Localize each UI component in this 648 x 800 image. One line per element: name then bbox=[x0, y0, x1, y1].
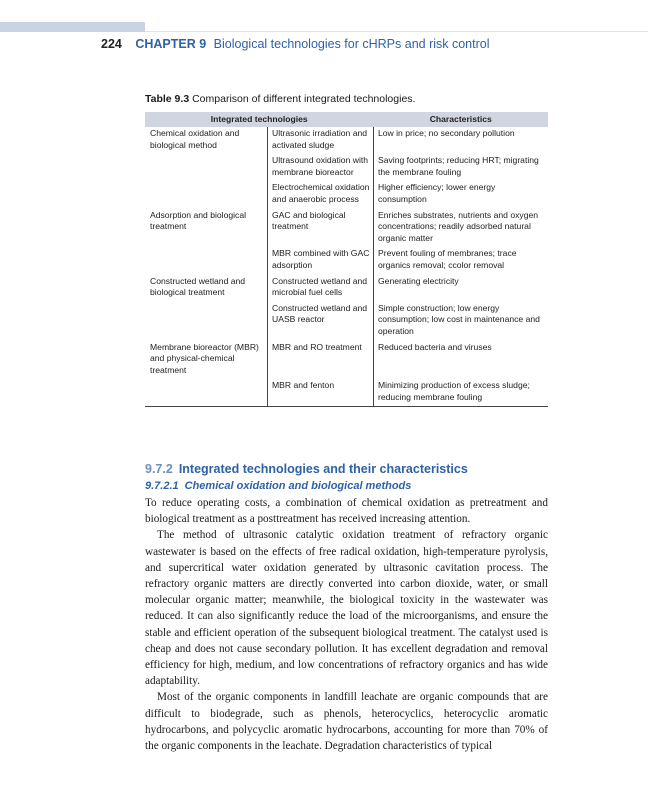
group-cell: Adsorption and biological treatment bbox=[145, 209, 268, 248]
characteristics-cell: Minimizing production of excess sludge; reducing membrane fouling bbox=[374, 379, 549, 407]
table-header-row bbox=[145, 112, 548, 127]
group-cell bbox=[145, 181, 268, 208]
group-cell: Chemical oxidation and biological method bbox=[145, 127, 268, 154]
technology-cell: MBR and RO treatment bbox=[268, 341, 374, 380]
technology-cell: MBR combined with GAC adsorption bbox=[268, 247, 374, 274]
table-row bbox=[145, 154, 548, 181]
group-cell: Membrane bioreactor (MBR) and physical-chemical treatment bbox=[145, 341, 268, 380]
header-rule bbox=[145, 31, 648, 32]
group-cell bbox=[145, 154, 268, 181]
body-text bbox=[145, 495, 548, 754]
comparison-table bbox=[145, 112, 548, 407]
characteristics-cell: Reduced bacteria and viruses bbox=[378, 341, 492, 352]
characteristics-cell: Simple construction; low energy consumption; low cost in maintenance and operation bbox=[378, 302, 540, 336]
chapter-label: CHAPTER 9 bbox=[135, 37, 207, 51]
subsection-title: Chemical oxidation and biological methods bbox=[184, 480, 412, 492]
technology-cell: Ultrasonic irradiation and activated sludge bbox=[268, 127, 374, 154]
col-header-characteristics: Characteristics bbox=[374, 112, 549, 127]
technology-cell: MBR and fenton bbox=[268, 379, 374, 407]
col-header-integrated-technologies: Integrated technologies bbox=[145, 112, 374, 127]
section-number: 9.7.2 bbox=[145, 462, 173, 476]
group-cell: Constructed wetland and biological treatment bbox=[145, 275, 268, 302]
table-row bbox=[145, 302, 548, 341]
technology-cell: Ultrasound oxidation with membrane bioreactor bbox=[268, 154, 374, 181]
chapter-title: Biological technologies for cHRPs and risk control bbox=[213, 37, 490, 51]
table-row bbox=[145, 341, 548, 380]
table-row bbox=[145, 181, 548, 208]
group-cell bbox=[145, 302, 268, 341]
technology-cell: GAC and biological treatment bbox=[268, 209, 374, 248]
table-row bbox=[145, 127, 548, 154]
technology-cell: Constructed wetland and microbial fuel cells bbox=[268, 275, 374, 302]
group-cell bbox=[145, 247, 268, 274]
paragraph: To reduce operating costs, a combination of chemical oxidation as pretreatment and biological treatment as a posttreatment has received increasing attention. bbox=[145, 497, 548, 526]
paragraph: The method of ultrasonic catalytic oxidation treatment of refractory organic wastewater is based on the effects of free radical oxidation, high-temperature pyrolysis, and supercritical water oxidation generated by ultrasonic cavitation process. The refractory organic matters are directly converted into carbon dioxide, water, or small molecular organic matter; meanwhile, the biological toxicity in the wastewater was reduced. It can also significantly reduce the load of the microorganisms, and ensure the stable and efficient operation of the subsequent biological treatment. The catalyst used is cheap and does not cause secondary pollution. It has excellent degradation and removal efficiency for high, medium, and low concentrations of refractory organics and has wide adaptability. bbox=[145, 529, 548, 688]
characteristics-cell: Prevent fouling of membranes; trace organics removal; ccolor removal bbox=[378, 248, 517, 270]
header-accent-bar bbox=[0, 22, 145, 32]
characteristics-cell: Saving footprints; reducing HRT; migrating the membrane fouling bbox=[378, 155, 539, 177]
table-row bbox=[145, 275, 548, 302]
technology-cell: Electrochemical oxidation and anaerobic process bbox=[268, 181, 374, 208]
running-header bbox=[101, 37, 490, 51]
table-caption bbox=[145, 93, 415, 105]
table-row bbox=[145, 247, 548, 274]
characteristics-cell: Enriches substrates, nutrients and oxygen concentrations; readily adsorbed natural organic matter bbox=[378, 209, 539, 243]
technology-cell: Constructed wetland and UASB reactor bbox=[268, 302, 374, 341]
characteristics-cell: Generating electricity bbox=[378, 275, 459, 286]
table-row bbox=[145, 209, 548, 248]
characteristics-cell: Low in price; no secondary pollution bbox=[378, 128, 515, 138]
table-caption-text: Comparison of different integrated technologies. bbox=[192, 93, 416, 105]
section-title: Integrated technologies and their characteristics bbox=[178, 462, 468, 476]
group-cell bbox=[145, 379, 268, 407]
table-caption-label: Table 9.3 bbox=[145, 93, 190, 105]
page-number: 224 bbox=[101, 37, 122, 51]
characteristics-cell: Higher efficiency; lower energy consumption bbox=[378, 182, 496, 204]
paragraph: Most of the organic components in landfill leachate are organic compounds that are difficult to biodegrade, such as phenols, heterocyclics, heterocyclic aromatic hydrocarbons, and polycyclic aromatic hydrocarbons, accounting for more than 70% of the organic components in the leachate. Degradation characteristics of typical bbox=[145, 691, 548, 753]
subsection-heading bbox=[145, 480, 411, 492]
table-row bbox=[145, 379, 548, 407]
subsection-number: 9.7.2.1 bbox=[145, 480, 179, 492]
section-heading bbox=[145, 462, 468, 476]
